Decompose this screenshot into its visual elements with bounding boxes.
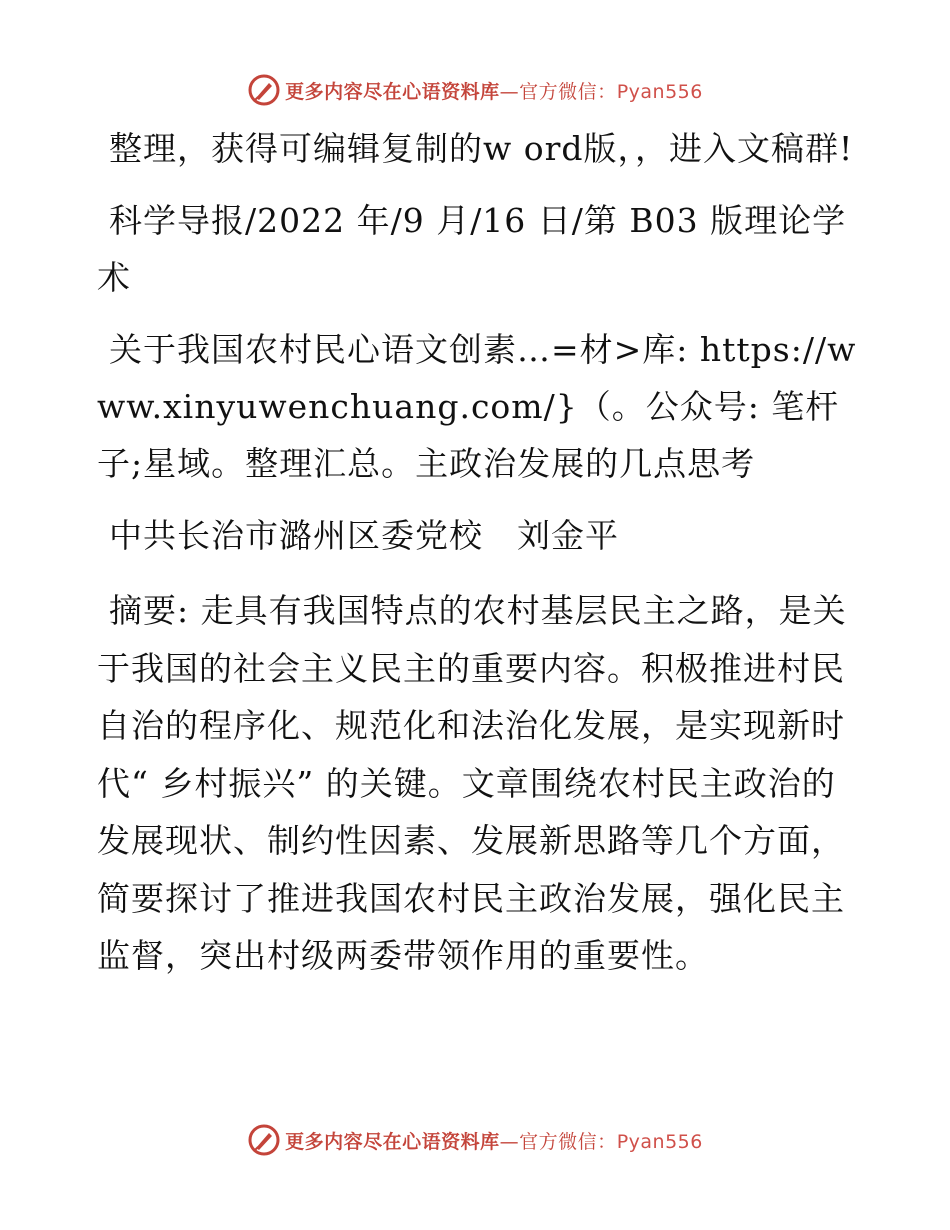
header-watermark <box>0 70 950 110</box>
watermark-text <box>285 1127 703 1154</box>
watermark-site-text: 更多内容尽在心语资料库 <box>285 1130 500 1153</box>
watermark-wechat-id: Pyan556 <box>616 80 703 103</box>
paragraph-intro: 整理，获得可编辑复制的w ord版，，进入文稿群! <box>109 129 854 168</box>
paragraph-author: 中共长治市潞州区委党校 刘金平 <box>109 516 619 555</box>
watermark-site-text: 更多内容尽在心语资料库 <box>285 80 500 103</box>
paragraph-source: 科学导报/2022 年/9 月/16 日/第 B03 版理论学术 <box>97 201 847 297</box>
watermark-label: 官方微信： <box>519 80 617 103</box>
footer-watermark <box>0 1120 950 1160</box>
watermark-label: 官方微信： <box>519 1130 617 1153</box>
quill-circle-logo-icon <box>247 73 281 107</box>
watermark-wechat-id: Pyan556 <box>616 1130 703 1153</box>
watermark-text <box>285 77 703 104</box>
watermark-dash: — <box>499 80 520 103</box>
paragraph-title: 关于我国农村民心语文创素…=材>库: https://www.xinyuwenchuang.com/}（。公众号: 笔杆子;星域。整理汇总。主政治发展的几点思考 <box>97 330 857 483</box>
watermark-dash: — <box>499 1130 520 1153</box>
document-body <box>97 120 857 1000</box>
quill-circle-logo-icon <box>247 1123 281 1157</box>
paragraph-abstract: 摘要: 走具有我国特点的农村基层民主之路，是关于我国的社会主义民主的重要内容。积极推进村民自治的程序化、规范化和法治化发展，是实现新时代“ 乡村振兴” 的关键。文章围绕农村民主政治的发展现状、制约性因素、发展新思路等几个方面，简要探讨了推进我国农村民主政治发展，强化民主监督，突出村级两委带领作用的重要性。 <box>97 591 847 975</box>
